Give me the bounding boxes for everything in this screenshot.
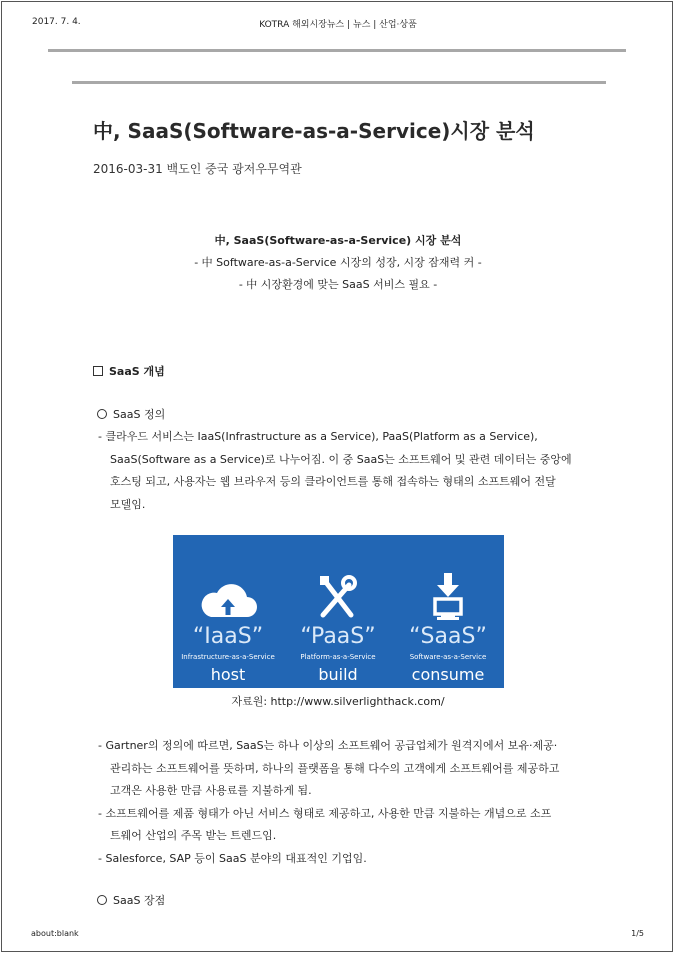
figure-name-saas: “SaaS” (409, 624, 487, 649)
figure-name-iaas: “IaaS” (192, 624, 264, 649)
download-monitor-icon (393, 573, 503, 621)
paragraph-line: - 클라우드 서비스는 IaaS(Infrastructure as a Service), PaaS(Platform as a Service), (98, 430, 538, 443)
section-heading-text: SaaS 개념 (109, 365, 165, 378)
summary-block (0, 230, 676, 296)
cloud-services-figure (173, 535, 504, 688)
figure-subtitle-iaas: Infrastructure-as-a-Service (181, 653, 275, 661)
section-heading (93, 363, 165, 379)
footer-page-number: 1/5 (631, 929, 644, 938)
paragraph-line: 모델임. (110, 497, 146, 511)
tools-icon (283, 573, 393, 621)
paragraph-line: 고객은 사용한 만큼 사용료를 지불하게 됨. (110, 784, 312, 797)
paragraph-line: 호스팅 되고, 사용자는 웹 브라우저 등의 클라이언트를 통해 접속하는 형태의 소프트웨어 전달 (110, 475, 556, 488)
figure-column-iaas (173, 535, 283, 688)
footer-url: about:blank (31, 929, 79, 938)
paragraph-line: 관리하는 소프트웨어를 뜻하며, 하나의 플랫폼을 통해 다수의 고객에게 소프트웨어를 제공하고 (110, 761, 560, 775)
figure-verb-iaas: host (210, 665, 246, 684)
gartner-paragraph (98, 735, 598, 870)
article-title: 中, SaaS(Software-as-a-Service)시장 분석 (93, 119, 535, 143)
figure-caption: 자료원: http://www.silverlighthack.com/ (231, 695, 445, 708)
circle-bullet-icon (97, 409, 107, 419)
top-divider (48, 49, 626, 52)
figure-subtitle-saas: Software-as-a-Service (409, 653, 487, 661)
summary-line-2: - 中 시장환경에 맞는 SaaS 서비스 필요 - (238, 278, 438, 291)
figure-verb-paas: build (318, 665, 358, 684)
paragraph-line: - 소프트웨어를 제품 형태가 아닌 서비스 형태로 제공하고, 사용한 만큼 지불하는 개념으로 소프 (98, 806, 552, 820)
print-date: 2017. 7. 4. (32, 17, 81, 27)
summary-title: 中, SaaS(Software-as-a-Service) 시장 분석 (214, 234, 462, 247)
paragraph-line: - Gartner의 정의에 따르면, SaaS는 하나 이상의 소프트웨어 공급업체가 원격지에서 보유·제공· (98, 739, 558, 752)
paragraph-line: 트웨어 산업의 주목 받는 트렌드임. (110, 829, 277, 842)
figure-name-paas: “PaaS” (300, 624, 376, 649)
advantages-heading-text: SaaS 장점 (113, 894, 166, 907)
cloud-upload-icon (173, 573, 283, 621)
figure-column-paas (283, 535, 393, 688)
title-divider (72, 81, 606, 84)
advantages-heading (97, 892, 165, 908)
print-header-source: KOTRA 해외시장뉴스 | 뉴스 | 산업·상품 (259, 20, 417, 30)
paragraph-line: - Salesforce, SAP 등이 SaaS 분야의 대표적인 기업임. (98, 851, 367, 865)
definition-heading (97, 406, 165, 422)
figure-verb-saas: consume (411, 665, 485, 684)
figure-subtitle-paas: Platform-as-a-Service (300, 653, 376, 661)
square-bullet-icon (93, 366, 103, 376)
paragraph-line: SaaS(Software as a Service)로 나누어짐. 이 중 SaaS는 소프트웨어 및 관련 데이터는 중앙에 (110, 452, 572, 466)
figure-column-saas (393, 535, 503, 688)
definition-heading-text: SaaS 정의 (113, 408, 166, 421)
summary-line-1: - 中 Software-as-a-Service 시장의 성장, 시장 잠재력 커 - (194, 256, 482, 269)
circle-bullet-icon (97, 895, 107, 905)
article-byline: 2016-03-31 백도인 중국 광저우무역관 (93, 162, 302, 176)
definition-paragraph (98, 426, 598, 516)
